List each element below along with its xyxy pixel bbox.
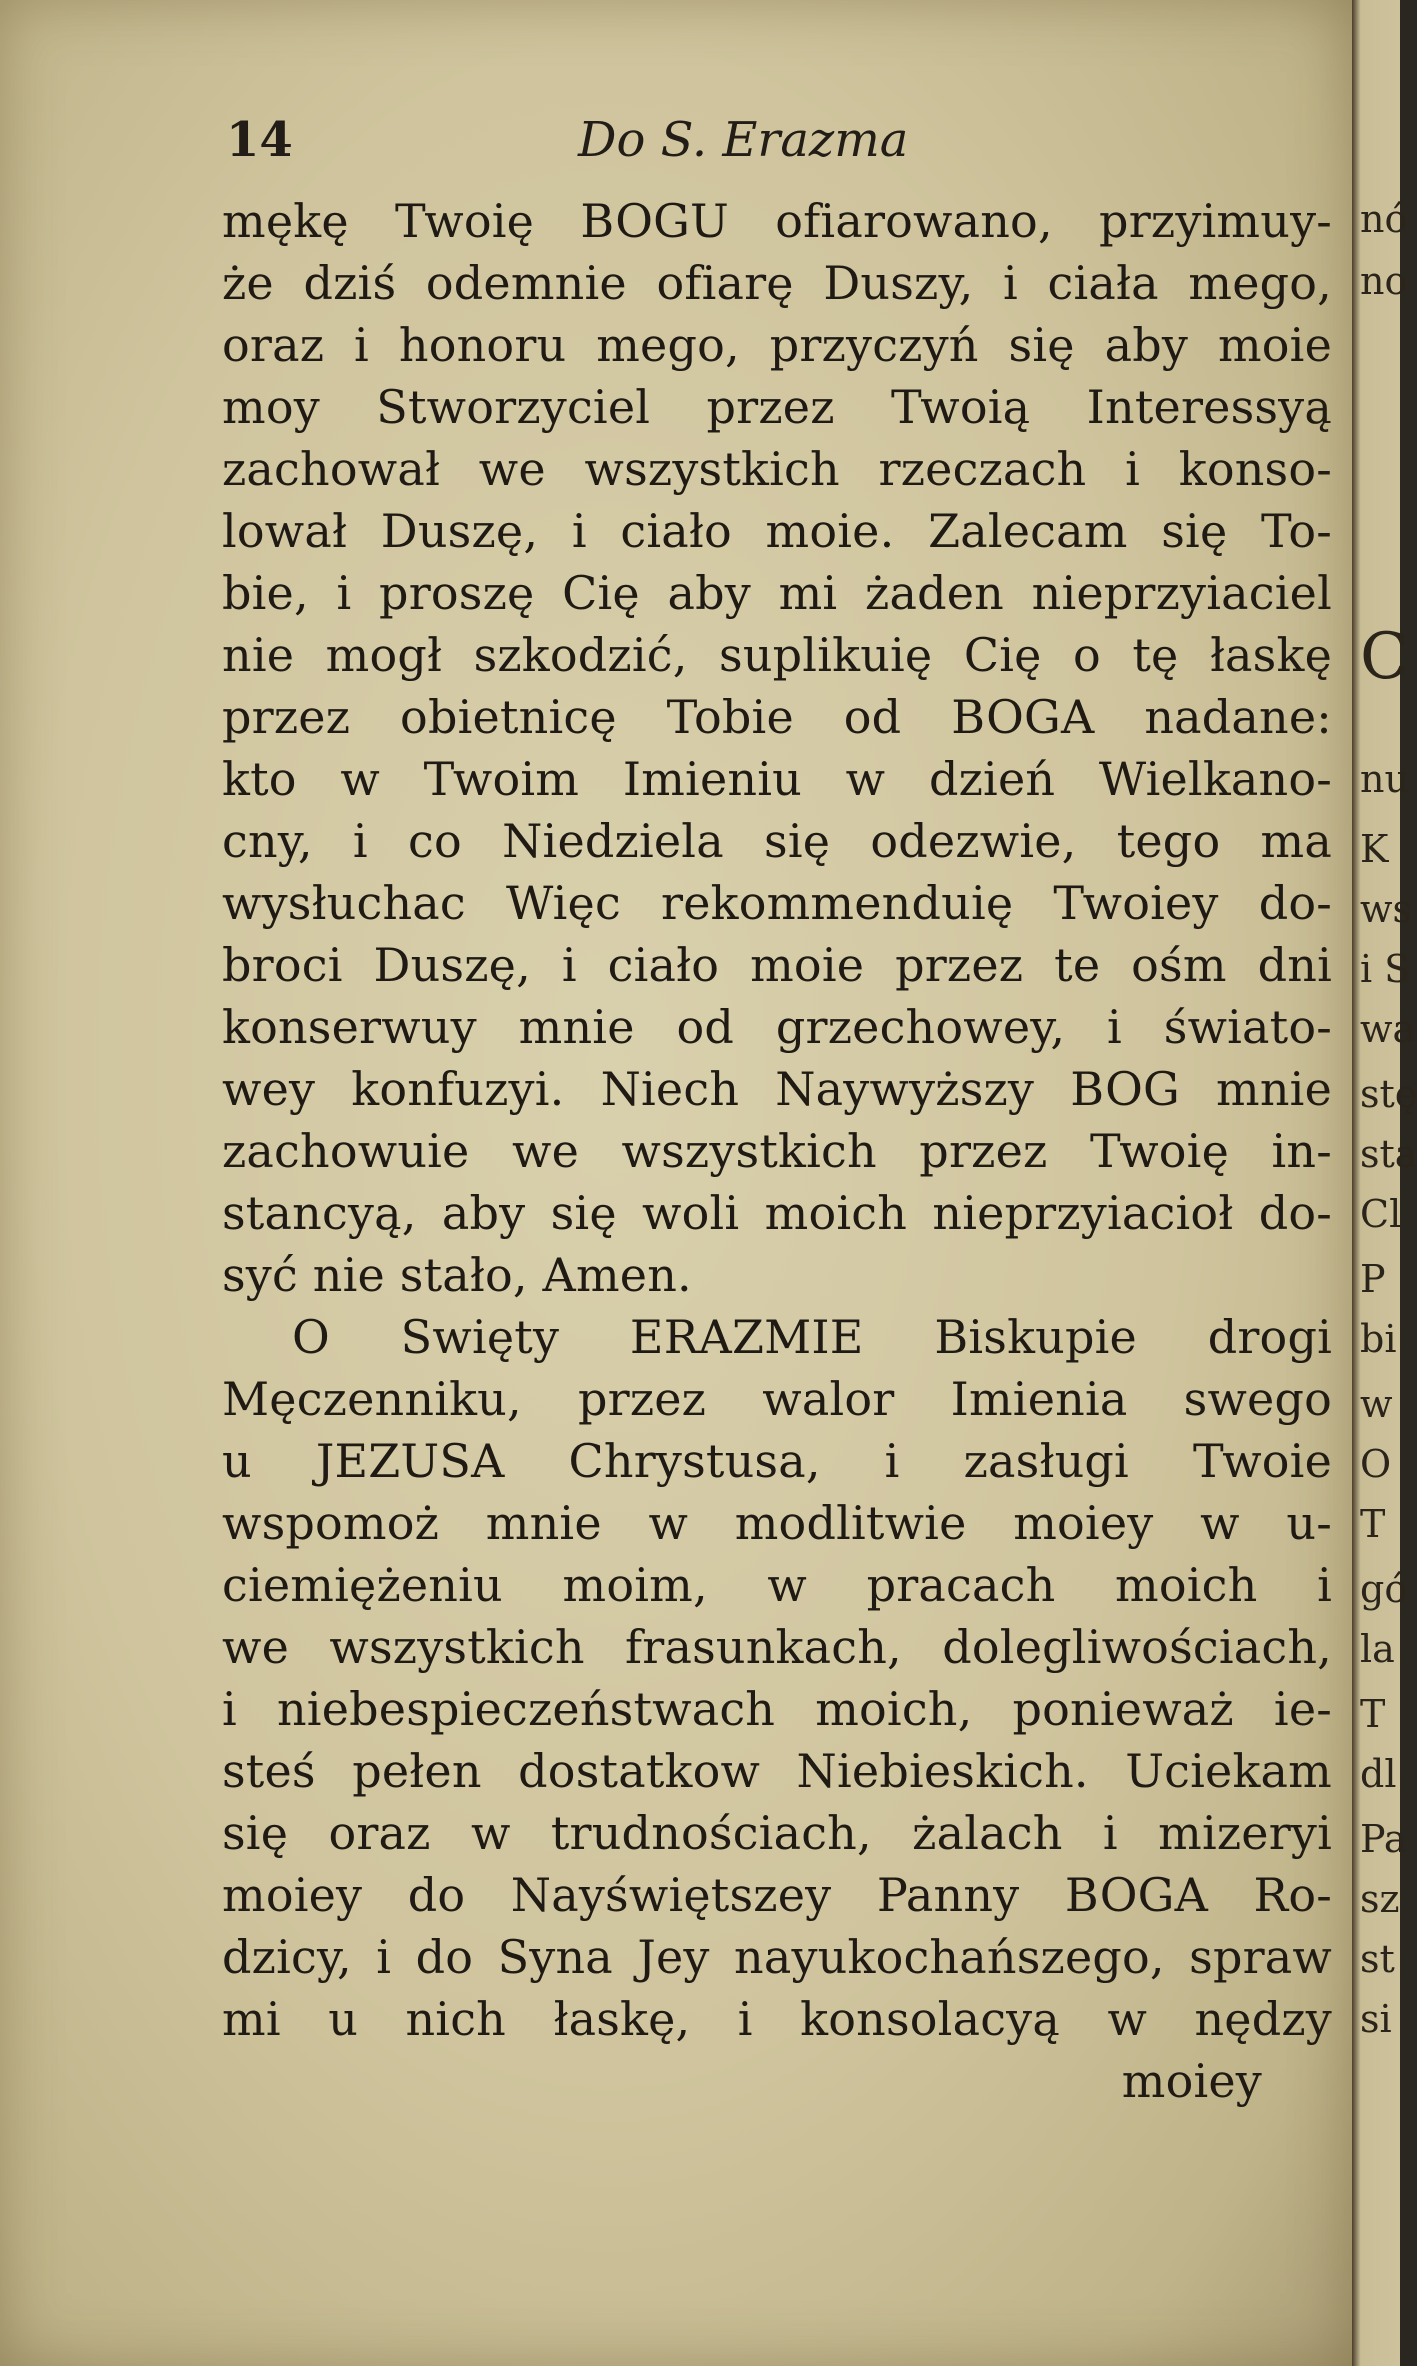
next-page-fragment: ws xyxy=(1360,887,1413,931)
text-line: konserwuy mnie od grzechowey, i świato- xyxy=(222,1000,1332,1054)
next-page-fragment: w xyxy=(1360,1382,1393,1426)
next-page-edge xyxy=(1352,0,1417,2366)
text-line: mękę Twoię BOGU ofiarowano, przyimuy- xyxy=(222,194,1332,248)
next-page-fragment: sta xyxy=(1360,1132,1417,1176)
text-line: ciemiężeniu moim, w pracach moich i xyxy=(222,1558,1332,1612)
text-line: steś pełen dostatkow Niebieskich. Uciekam xyxy=(222,1744,1332,1798)
next-page-fragment: T xyxy=(1360,1502,1386,1546)
text-line: bie, i proszę Cię aby mi żaden nieprzyiaciel xyxy=(222,566,1332,620)
text-line: kto w Twoim Imieniu w dzień Wielkano- xyxy=(222,752,1332,806)
text-line: i niebespieczeństwach moich, ponieważ ie- xyxy=(222,1682,1332,1736)
text-line: moy Stworzyciel przez Twoią Interessyą xyxy=(222,380,1332,434)
text-line: oraz i honoru mego, przyczyń się aby moie xyxy=(222,318,1332,372)
text-line: przez obietnicę Tobie od BOGA nadane: xyxy=(222,690,1332,744)
paragraph-invocation xyxy=(222,1306,1332,2050)
next-page-fragment: dl xyxy=(1360,1752,1397,1796)
text-line: dzicy, i do Syna Jey nayukochańszego, spraw xyxy=(222,1930,1332,1984)
next-page-fragment: wa xyxy=(1360,1007,1416,1051)
next-page-fragment: stę xyxy=(1360,1072,1417,1116)
next-page-fragment: P xyxy=(1360,1257,1386,1301)
next-page-fragment: Pa xyxy=(1360,1817,1407,1861)
text-line: syć nie stało, Amen. xyxy=(222,1248,692,1302)
text-line: zachowuie we wszystkich przez Twoię in- xyxy=(222,1124,1332,1178)
next-page-fragment: si xyxy=(1360,1997,1392,2041)
text-line: mi u nich łaskę, i konsolacyą w nędzy xyxy=(222,1992,1332,2046)
text-line: cny, i co Niedziela się odezwie, tego ma xyxy=(222,814,1332,868)
next-page-fragment: sz xyxy=(1360,1877,1400,1921)
page-number: 14 xyxy=(226,112,293,168)
next-page-fragment: st xyxy=(1360,1937,1395,1981)
text-line: moiey do Nayświętszey Panny BOGA Ro- xyxy=(222,1868,1332,1922)
next-page-fragment: nó xyxy=(1360,197,1408,241)
next-page-fragment: K xyxy=(1360,827,1389,871)
text-line: stancyą, aby się woli moich nieprzyiacioł do- xyxy=(222,1186,1332,1240)
running-title: Do S. Erazma xyxy=(578,112,909,168)
text-line: wysłuchac Więc rekommenduię Twoiey do- xyxy=(222,876,1332,930)
text-line: lował Duszę, i ciało moie. Zalecam się To- xyxy=(222,504,1332,558)
next-page-fragment: Cl xyxy=(1360,1192,1402,1236)
paragraph-prayer-continuation xyxy=(222,190,1332,1306)
text-line: nie mogł szkodzić, suplikuię Cię o tę łaskę xyxy=(222,628,1332,682)
next-page-fragment: O xyxy=(1360,1442,1392,1486)
text-line: O Swięty ERAZMIE Biskupie drogi xyxy=(292,1310,1332,1364)
text-line: wey konfuzyi. Niech Naywyższy BOG mnie xyxy=(222,1062,1332,1116)
next-page-fragment: C xyxy=(1360,620,1409,694)
next-page-fragment: T xyxy=(1360,1692,1386,1736)
text-line: Męczenniku, przez walor Imienia swego xyxy=(222,1372,1332,1426)
next-page-fragment: bi xyxy=(1360,1317,1397,1361)
text-line: wspomoż mnie w modlitwie moiey w u- xyxy=(222,1496,1332,1550)
text-line: zachował we wszystkich rzeczach i konso- xyxy=(222,442,1332,496)
text-line: broci Duszę, i ciało moie przez te ośm dni xyxy=(222,938,1332,992)
text-body xyxy=(222,190,1332,2112)
next-page-fragment: no xyxy=(1360,259,1408,303)
page-header xyxy=(226,112,1326,176)
text-line: się oraz w trudnościach, żalach i mizeryi xyxy=(222,1806,1332,1860)
next-page-fragment: nu xyxy=(1360,757,1409,801)
catchword: moiey xyxy=(1121,2054,1262,2108)
text-line: że dziś odemnie ofiarę Duszy, i ciała mego, xyxy=(222,256,1332,310)
text-line: we wszystkich frasunkach, dolegliwościach, xyxy=(222,1620,1332,1674)
next-page-fragment: gó xyxy=(1360,1567,1408,1611)
next-page-fragment: i S xyxy=(1360,947,1411,991)
next-page-fragment: la xyxy=(1360,1627,1395,1671)
text-line: u JEZUSA Chrystusa, i zasługi Twoie xyxy=(222,1434,1332,1488)
